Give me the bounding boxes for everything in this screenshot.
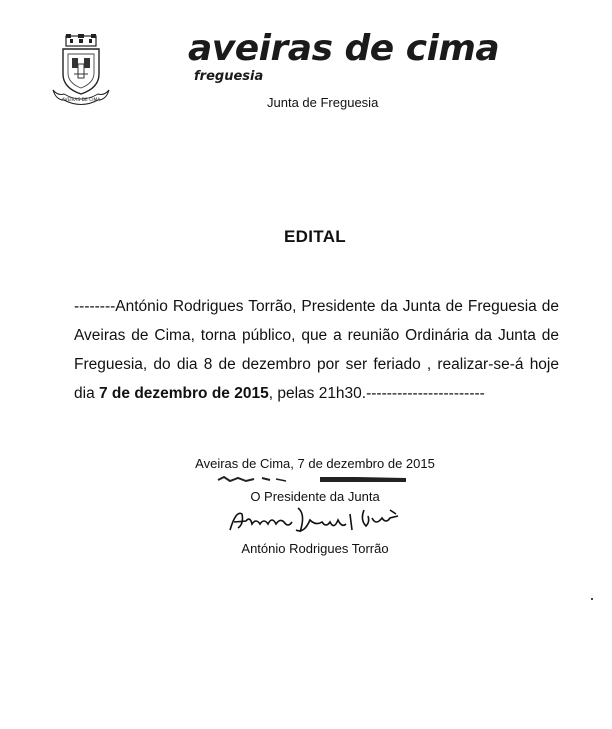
body-text-before: --------António Rodrigues Torrão, Presidente da Junta de Freguesia de Aveiras de Cima, torna público, que a reunião Ordinária da Junta de Freguesia, do dia 8 de dezembro por ser feriado , realizar-se-á hoje dia (74, 298, 559, 402)
scan-speck (591, 598, 593, 600)
crest-icon (48, 34, 114, 110)
body-text-after: , pelas 21h30.----------------------- (268, 385, 485, 402)
body-paragraph (74, 292, 559, 408)
stamp-mark (216, 473, 412, 487)
document-title: EDITAL (284, 227, 346, 246)
svg-text:AVEIRAS DE CIMA: AVEIRAS DE CIMA (61, 98, 101, 103)
document-body (74, 292, 559, 408)
brand-title: aveiras de cima (188, 28, 500, 69)
signer-name: António Rodrigues Torrão (241, 541, 389, 556)
meeting-date: 7 de dezembro de 2015 (99, 385, 269, 402)
organization-name: Junta de Freguesia (267, 95, 379, 110)
signature-icon (226, 504, 406, 536)
brand-subtitle: freguesia (194, 69, 264, 84)
signer-role: O Presidente da Junta (250, 489, 380, 504)
place-date: Aveiras de Cima, 7 de dezembro de 2015 (195, 456, 435, 471)
